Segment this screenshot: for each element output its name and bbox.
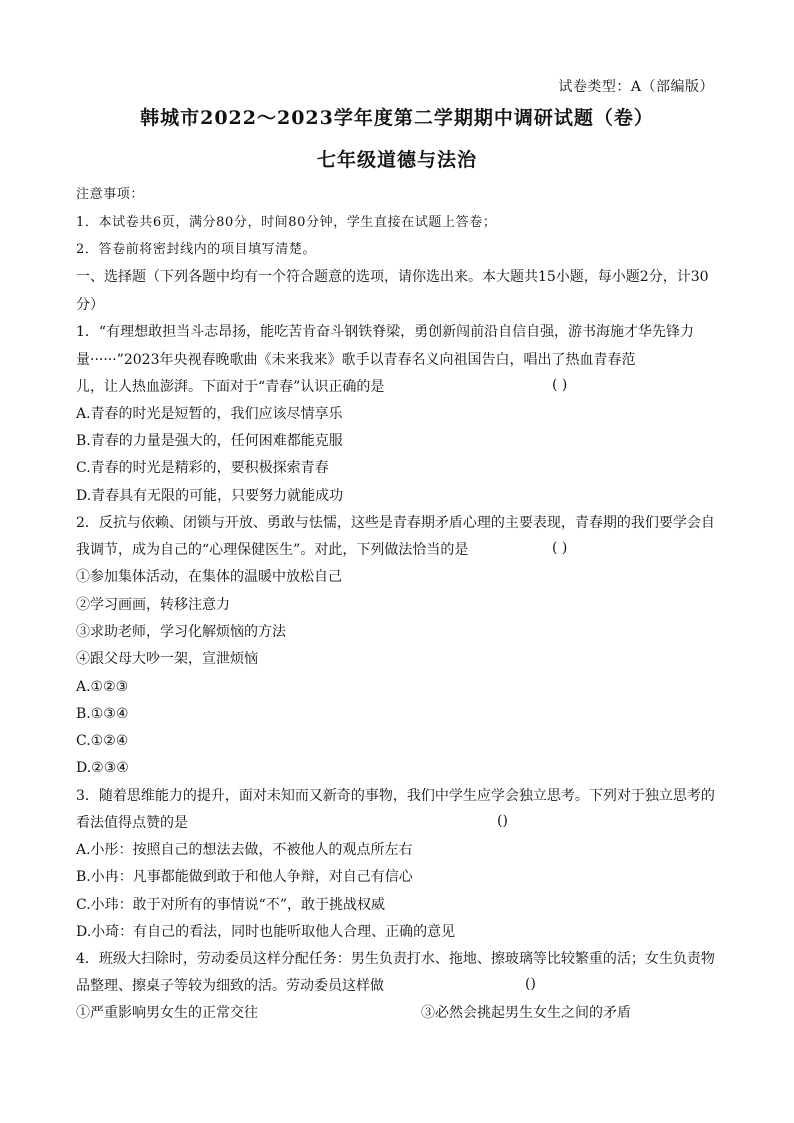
question-2-statement-1: ①参加集体活动，在集体的温暖中放松自己: [76, 569, 342, 585]
question-3-option-c: C.小玮：敢于对所有的事情说“不”，敢于挑战权威: [76, 897, 385, 913]
section-heading: 一、选择题（下列各题中均有一个符合题意的选项，请你选出来。本大题共15小题，每小题2分，计30: [76, 269, 709, 285]
exam-title: 韩城市2022～2023学年度第二学期期中调研试题（卷）: [140, 107, 654, 129]
question-1-option-a: A.青春的时光是短暂的，我们应该尽情享乐: [76, 406, 343, 422]
question-2-answer-blank: ( ): [552, 540, 568, 556]
question-4-statement-3: ③必然会挑起男生女生之间的矛盾: [421, 1005, 631, 1021]
question-1-option-c: C.青春的时光是精彩的，要积极探索青春: [76, 460, 329, 476]
question-3-option-d: D.小琦：有自己的看法，同时也能听取他人合理、正确的意见: [76, 924, 456, 940]
question-2-statement-2: ②学习画画，转移注意力: [76, 597, 230, 613]
question-2-statement-3: ③求助老师，学习化解烦恼的方法: [76, 624, 286, 640]
question-2-line-1: 2．反抗与依赖、闭锁与开放、勇敢与怯懦，这些是青春期矛盾心理的主要表现，青春期的我们要学会自: [76, 515, 715, 531]
question-4-statement-1: ①严重影响男女生的正常交往: [76, 1005, 258, 1021]
notice-item-2: 2．答卷前将密封线内的项目填写清楚。: [76, 242, 317, 257]
question-2-statement-4: ④跟父母大吵一架，宣泄烦恼: [76, 651, 258, 667]
question-3-line-2: 看法值得点赞的是: [76, 815, 188, 831]
question-2-option-a: A.①②③: [76, 679, 129, 695]
question-2-option-d: D.②③④: [76, 760, 129, 776]
question-4-line-2: 品整理、擦桌子等较为细致的活。劳动委员这样做: [76, 978, 384, 994]
notice-item-1: 1．本试卷共6页，满分80分，时间80分钟，学生直接在试题上答卷；: [76, 215, 497, 230]
question-3-option-b: B.小冉：凡事都能做到敢于和他人争辩，对自己有信心: [76, 869, 413, 885]
exam-subtitle: 七年级道德与法治: [316, 149, 477, 171]
question-2-option-c: C.①②④: [76, 733, 129, 749]
question-2-option-b: B.①③④: [76, 706, 129, 722]
question-1-answer-blank: ( ): [552, 377, 568, 393]
question-1-line-1: 1．“有理想敢担当斗志昂扬，能吃苦肯奋斗钢铁脊梁，勇创新闯前沿自信自强，游书海施才华先锋力: [76, 324, 695, 340]
question-2-line-2: 我调节，成为自己的“心理保健医生”。对此，下列做法恰当的是: [76, 542, 469, 558]
question-4-line-1: 4．班级大扫除时，劳动委员这样分配任务：男生负责打水、拖地、擦玻璃等比较繁重的活；女生负责物: [76, 951, 715, 967]
question-1-option-d: D.青春具有无限的可能，只要努力就能成功: [76, 488, 344, 504]
section-heading-cont: 分）: [76, 297, 104, 313]
question-3-line-1: 3．随着思维能力的提升，面对未知而又新奇的事物，我们中学生应学会独立思考。下列对于独立思考的: [76, 788, 715, 804]
question-3-answer-blank: (): [497, 813, 508, 829]
question-3-option-a: A.小彤：按照自己的想法去做，不被他人的观点所左右: [76, 842, 413, 858]
exam-type-label: 试卷类型：A（部编版）: [558, 79, 714, 95]
notice-heading: 注意事项：: [76, 187, 145, 202]
question-1-line-3: 儿，让人热血澎湃。下面对于“青春”认识正确的是: [76, 379, 385, 395]
question-1-option-b: B.青春的力量是强大的，任何困难都能克服: [76, 433, 343, 449]
question-1-line-2: 量······”2023年央视春晚歌曲《未来我来》歌手以青春名义向祖国告白，唱出了热血青春范: [76, 352, 636, 368]
question-4-answer-blank: (): [525, 976, 536, 992]
